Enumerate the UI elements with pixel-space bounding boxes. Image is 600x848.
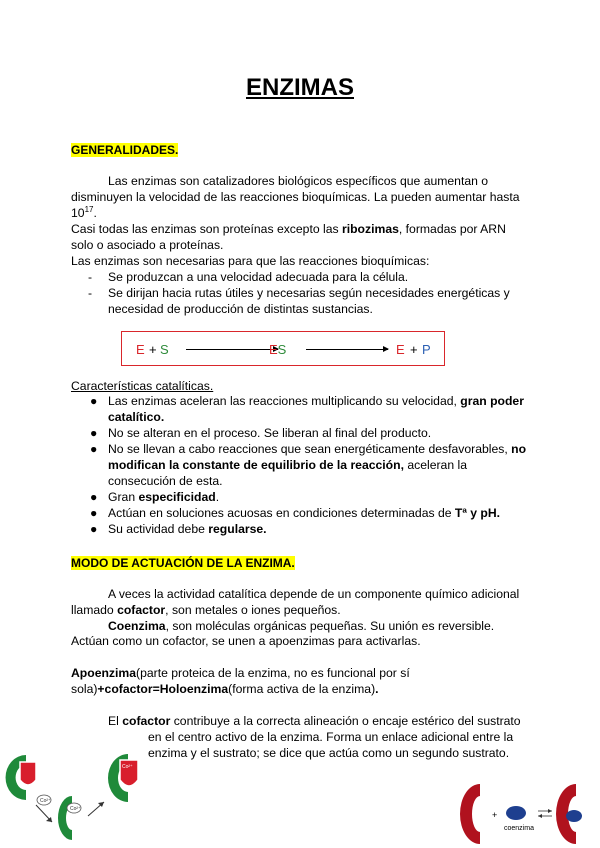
paragraph-line: El cofactor contribuye a la correcta alineación o encaje estérico del sustrato [108,714,521,728]
plus-sign: + [149,342,157,357]
enzyme-symbol: E [396,342,405,357]
list-item: ● No se llevan a cabo reacciones que sean energéticamente desfavorables, no modifican la constante de equilibrio de la reacción, aceleran la consecución de esta. [90,442,527,488]
product-symbol: P [422,342,431,357]
substrate-symbol: S [160,342,169,357]
coenzyme-figure [452,780,600,848]
paragraph-line: Coenzima, son moléculas orgánicas pequeñas. Su unión es reversible. [108,619,495,633]
plus-sign: + [492,810,498,820]
svg-text:Co²⁺: Co²⁺ [40,798,51,804]
list-item: ● Actúan en soluciones acuosas en condiciones determinadas de Tª y pH. [90,506,501,520]
characteristics-list [90,393,530,537]
arrow-icon [186,349,278,350]
paragraph-line: Actúan como un cofactor, se unen a apoenzimas para activarlas. [71,634,421,648]
plus-sign: + [410,342,418,357]
paragraph-line: disminuyen la velocidad de las reacciones bioquímicas. La pueden aumentar hasta [71,190,520,204]
paragraph-line: solo o asociado a proteínas. [71,238,224,252]
paragraph-line: A veces la actividad catalítica depende de un componente químico adicional [108,587,520,601]
cofactor-figure [0,750,160,848]
list-item: - Se produzcan a una velocidad adecuada para la célula. [88,270,409,284]
paragraph-line: Casi todas las enzimas son proteínas excepto las ribozimas, formadas por ARN [71,222,506,236]
coenzyme-label: coenzima [504,825,534,832]
list-item: ● Gran especificidad. [90,490,220,504]
page-title: ENZIMAS [246,74,354,101]
section-heading-modo: MODO DE ACTUACIÓN DE LA ENZIMA. [71,556,295,570]
section-heading-caracteristicas: Características catalíticas. [71,379,214,393]
paragraph-line: Apoenzima(parte proteica de la enzima, no es funcional por sí [71,666,410,680]
paragraph-line: sola)+cofactor=Holoenzima(forma activa de la enzima). [71,682,379,696]
list-item: ● Las enzimas aceleran las reacciones multiplicando su velocidad, gran poder catalítico. [90,394,524,424]
apoenzyme-shape-center [58,796,81,840]
list-item: ● Su actividad debe regularse. [90,522,267,536]
holoenzyme-shape [108,754,138,802]
reaction-equation-box [121,331,445,366]
apoenzyme-shape [460,784,480,844]
cofactor-ion [37,795,51,805]
list-item: - Se dirijan hacia rutas útiles y necesarias según necesidades energéticas y necesidad de producción de distintas sustancias. [88,286,510,316]
paragraph-line: en el centro activo de la enzima. Forma un enlace adicional entre la [148,730,514,744]
holoenzyme-shape [556,784,582,844]
paragraph-line: Las enzimas son necesarias para que las reacciones bioquímicas: [71,254,430,268]
complex-symbol: ES [269,342,287,357]
list-item: ● No se alteran en el proceso. Se liberan al final del producto. [90,426,432,440]
enzyme-symbol: E [136,342,145,357]
arrow-icon [306,349,388,350]
paragraph-line: enzima y el sustrato; se dice que actúa como un segundo sustrato. [148,746,510,760]
svg-text:Co²⁺: Co²⁺ [122,764,133,770]
coenzyme-shape [506,806,526,820]
section-heading-generalidades: GENERALIDADES. [71,143,179,157]
svg-text:Co²⁺: Co²⁺ [70,806,81,812]
paragraph-line: llamado cofactor, son metales o iones pequeños. [71,603,341,617]
paragraph-line: $10^{17}$. [71,204,97,220]
apoenzyme-shape-left [6,755,36,800]
paragraph-line: Las enzimas son catalizadores biológicos específicos que aumentan o [108,174,489,188]
equilibrium-arrows-icon [538,809,552,818]
